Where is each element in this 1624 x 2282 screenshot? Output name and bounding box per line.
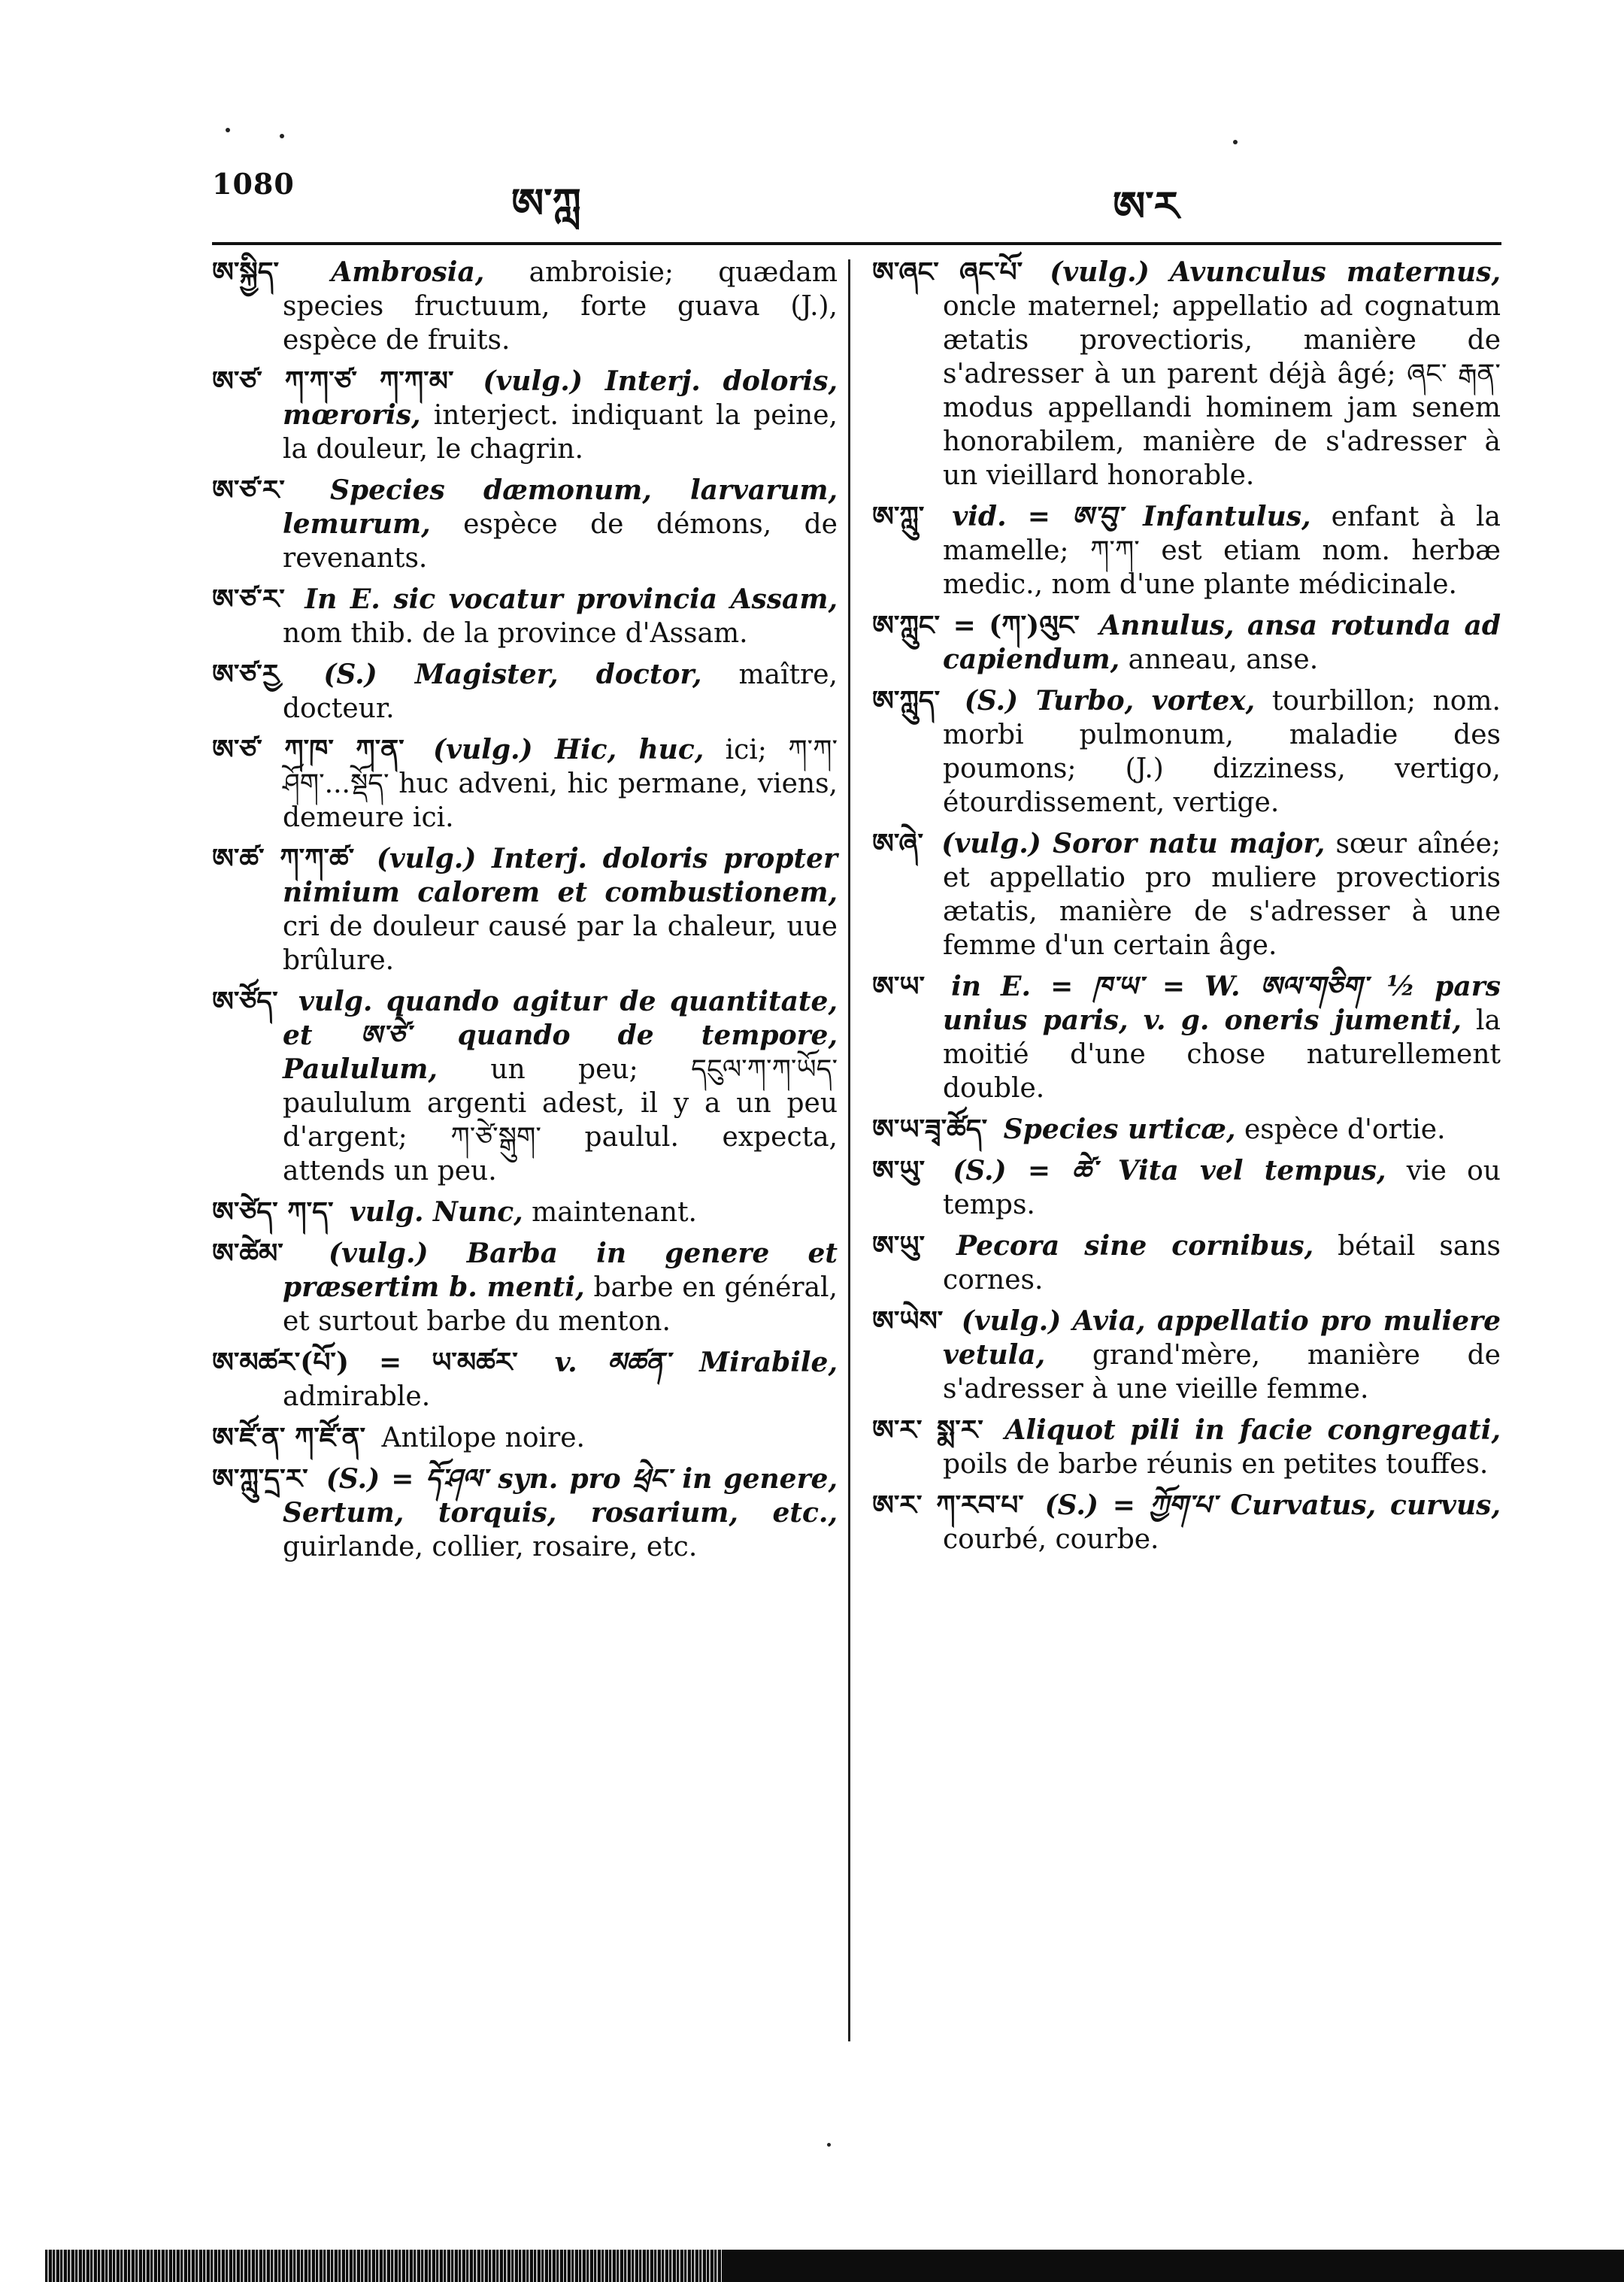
- entry: [212, 256, 838, 357]
- entry-french: admirable.: [283, 1381, 431, 1412]
- entry: [212, 474, 838, 575]
- entry-headword: ཨ་ཀླུད་: [872, 685, 941, 717]
- entry-headword: ཨ་ཛོ་ན་ ཀ་ཛོ་ན་: [212, 1422, 366, 1453]
- entry: [872, 256, 1501, 492]
- entry: [212, 365, 838, 466]
- entry-french: maintenant.: [532, 1197, 697, 1228]
- left-column: [212, 256, 838, 1571]
- entry-latin: (vulg.) Soror natu major,: [941, 828, 1326, 859]
- entry-headword: ཨ་ཙ་རྱ: [212, 659, 280, 690]
- entry-headword: ཨ་ཙོད་: [212, 986, 278, 1017]
- entry-french: cri de douleur causé par la chaleur, uue brûlure.: [283, 911, 838, 976]
- entry-french: poils de barbe réunis en petites touffes.: [943, 1449, 1489, 1480]
- entry-french: sœur aînée;: [1335, 829, 1501, 859]
- entry-headword: ཨ་ཞང་ ཞང་པོ་: [872, 256, 1023, 288]
- entry-headword: ཨ་ཞེ་: [872, 828, 924, 859]
- entry-headword: ཨ་མཚར་(པོ་) = ཡ་མཚར་: [212, 1347, 518, 1378]
- entry-latin: (vulg.) Barba in genere et præsertim b. menti,: [283, 1238, 838, 1303]
- entry-french: Antilope noire.: [381, 1423, 585, 1453]
- column-divider: [848, 259, 850, 2041]
- entry-latin: Ambrosia,: [331, 256, 485, 288]
- entry-french: nom thib. de la province d'Assam.: [283, 618, 748, 649]
- entry-french: vie ou temps.: [943, 1156, 1501, 1220]
- entry-latin: (vulg.) Avunculus maternus,: [1050, 256, 1501, 288]
- entry: [872, 1305, 1501, 1406]
- entry-french: tourbillon;: [1271, 686, 1416, 717]
- entry-latin: (S.) Magister, doctor,: [323, 659, 702, 690]
- entry-latin: (vulg.) Hic, huc,: [433, 734, 704, 765]
- entry-french: barbe en général, et surtout barbe du menton.: [283, 1272, 838, 1337]
- entry: [212, 1196, 838, 1229]
- entry: [212, 1462, 838, 1564]
- entry-latin: vulg. quando agitur de quantitate, et ཨ་ཙེ་ quando de tempore, Paululum,: [283, 986, 838, 1085]
- entry-headword: ཨ་ཀླུ་དྲ་ར་: [212, 1463, 308, 1495]
- entry-headword: ཨ་ཙ་ར་: [212, 583, 285, 615]
- entry: [872, 827, 1501, 962]
- entry-latin: Pecora sine cornibus,: [956, 1230, 1314, 1262]
- entry-headword: ཨ་ཙ་ ཀ་ཁ་ ཀ་ན་: [212, 734, 404, 765]
- entry-french: ambroisie;: [529, 257, 674, 288]
- entry-headword: ཨ་ཡུ་: [872, 1155, 926, 1186]
- entry: [212, 842, 838, 977]
- entry-french: grand'mère, manière de s'adresser à une vieille femme.: [943, 1340, 1501, 1405]
- entry-rest: ཀ་ཀ་ཤོག་...སྡོད་ huc adveni, hic permane, viens, demeure ici.: [283, 735, 838, 833]
- entry-latin: Annulus, ansa rotunda ad capiendum,: [943, 610, 1501, 675]
- entry-latin: In E. sic vocatur provincia Assam,: [304, 583, 838, 615]
- entry: [872, 1113, 1501, 1147]
- entry-rest: quædam species fructuum, forte guava (J.), espèce de fruits.: [283, 257, 838, 356]
- entry-french: espèce d'ortie.: [1244, 1114, 1446, 1145]
- entry-latin: in E. = ཁ་ཡ་ = W. ཨལ་གཅིག་ ½ pars unius paris, v. g. oneris jumenti,: [943, 971, 1501, 1036]
- entry-rest: et appellatio pro muliere provectioris ætatis, manière de s'adresser à une femme d'un certain âge.: [943, 862, 1501, 961]
- entry-headword: ཨ་ཙ་ར་: [212, 474, 285, 506]
- entry-latin: (S.) = ཀྱོག་པ་ Curvatus, curvus,: [1044, 1490, 1501, 1521]
- entry-rest: ཀ་ཀ་ est etiam nom. herbæ medic., nom d'une plante médicinale.: [943, 535, 1501, 600]
- entry-rest: དངུལ་ཀ་ཀ་ཡོད་ paululum argenti adest, il y a un peu d'argent; ཀ་ཙེ་སྒུག་ paulul. expecta, attends un peu.: [283, 1054, 838, 1186]
- entry-french: ici;: [725, 735, 767, 765]
- entry: [872, 684, 1501, 820]
- entry-french: bétail sans cornes.: [943, 1231, 1501, 1296]
- entry: [872, 609, 1501, 677]
- entry-headword: ཨ་ཀླུ་: [872, 501, 925, 532]
- entry-latin: (S.) Turbo, vortex,: [964, 685, 1256, 717]
- running-head-right: ཨ་ར: [1113, 182, 1180, 230]
- entry: [872, 1489, 1501, 1556]
- header-rule: [212, 242, 1501, 245]
- entry-headword: ཨ་ར་ ཀ་རབ་པ་: [872, 1490, 1024, 1521]
- running-head-left: ཨ་ཀླ: [511, 179, 581, 227]
- entry: [212, 658, 838, 726]
- entry-latin: (vulg.) Interj. doloris, mœroris,: [283, 365, 838, 431]
- entry: [872, 1229, 1501, 1297]
- entry-french: interject. indiquant la peine, la douleur, le chagrin.: [283, 400, 838, 465]
- entry-latin: Species urticæ,: [1003, 1114, 1236, 1145]
- entry-french: courbé, courbe.: [943, 1524, 1159, 1555]
- entry: [212, 1237, 838, 1338]
- entry-french: un peu;: [490, 1054, 638, 1085]
- entry-headword: ཨ་ཚེམ་: [212, 1238, 283, 1269]
- entry-headword: ཨ་ར་ སྨ་ར་: [872, 1414, 983, 1446]
- entry-french: anneau, anse.: [1128, 644, 1319, 675]
- entry-latin: (S.) = དོ་ཤལ་ syn. pro ཕྲེང་ in genere, Sertum, torquis, rosarium, etc.,: [283, 1463, 838, 1529]
- entry-latin: Aliquot pili in facie congregati,: [1004, 1414, 1501, 1446]
- scan-bottom-band: [45, 2250, 1624, 2282]
- entry-headword: ཨ་ཚ་ ཀ་ཀ་ཚ་: [212, 843, 355, 874]
- entry: [212, 583, 838, 650]
- entry-headword: ཨ་སྐྱིད་: [212, 256, 280, 288]
- entry-headword: ཨ་ཙེད་ ཀ་ད་: [212, 1196, 334, 1228]
- entry-headword: ཨ་ཡེས་: [872, 1305, 944, 1337]
- entry: [212, 1421, 838, 1455]
- entry-rest: nom. morbi pulmonum, maladie des poumons; (J.) dizziness, vertigo, étourdissement, vertige.: [943, 686, 1501, 818]
- entry: [212, 1346, 838, 1414]
- entry-french: maître, docteur.: [283, 659, 838, 724]
- entry: [872, 1414, 1501, 1481]
- entry-latin: Species dæmonum, larvarum, lemurum,: [283, 474, 838, 540]
- entry-headword: ཨ་ཡུ་: [872, 1230, 926, 1262]
- scan-speck: [1233, 140, 1238, 144]
- entry: [872, 1154, 1501, 1222]
- entry-french: enfant à la mamelle;: [943, 502, 1501, 566]
- entry-french: la moitié d'une chose naturellement double.: [943, 1005, 1501, 1104]
- entry-latin: v. མཚན་ Mirabile,: [554, 1347, 838, 1378]
- entry-headword: ཨ་ཡ་: [872, 971, 926, 1002]
- right-column: [872, 256, 1501, 1564]
- entry-latin: vid. = ཨ་བུ་ Infantulus,: [952, 501, 1311, 532]
- entry-latin: (S.) = ཚེ་ Vita vel tempus,: [953, 1155, 1386, 1186]
- entry-headword: ཨ་ཡ་ཟྭ་ཚོད་: [872, 1114, 988, 1145]
- entry-french: oncle maternel;: [943, 291, 1161, 322]
- page-number: 1080: [212, 167, 295, 201]
- entry-headword: ཨ་ཀླུང་ = (ཀ་)ལུང་: [872, 610, 1080, 641]
- entry-latin: vulg. Nunc,: [350, 1196, 523, 1228]
- scan-noise: [45, 2250, 722, 2282]
- entry-french: espèce de démons, de revenants.: [283, 509, 838, 574]
- scan-speck: [280, 134, 284, 138]
- scan-speck: [226, 128, 230, 132]
- entry-latin: (vulg.) Avia, appellatio pro muliere vetula,: [943, 1305, 1501, 1371]
- entry-headword: ཨ་ཙ་ ཀ་ཀ་ཙ་ ཀ་ཀ་མ་: [212, 365, 454, 397]
- scan-speck: [827, 2143, 831, 2147]
- entry-french: guirlande, collier, rosaire, etc.: [283, 1532, 698, 1562]
- entry-rest: appellatio ad cognatum ætatis provectioris, manière de s'adresser à un parent déjà âgé; ཞང་ རྒན་ modus appellandi hominem jam senem honorabilem, manière de s'adresser à un vieillard honorable.: [943, 291, 1501, 491]
- entry: [872, 970, 1501, 1105]
- entry-latin: (vulg.) Interj. doloris propter nimium calorem et combustionem,: [283, 843, 838, 908]
- entry: [212, 985, 838, 1188]
- entry: [872, 500, 1501, 602]
- entry: [212, 733, 838, 835]
